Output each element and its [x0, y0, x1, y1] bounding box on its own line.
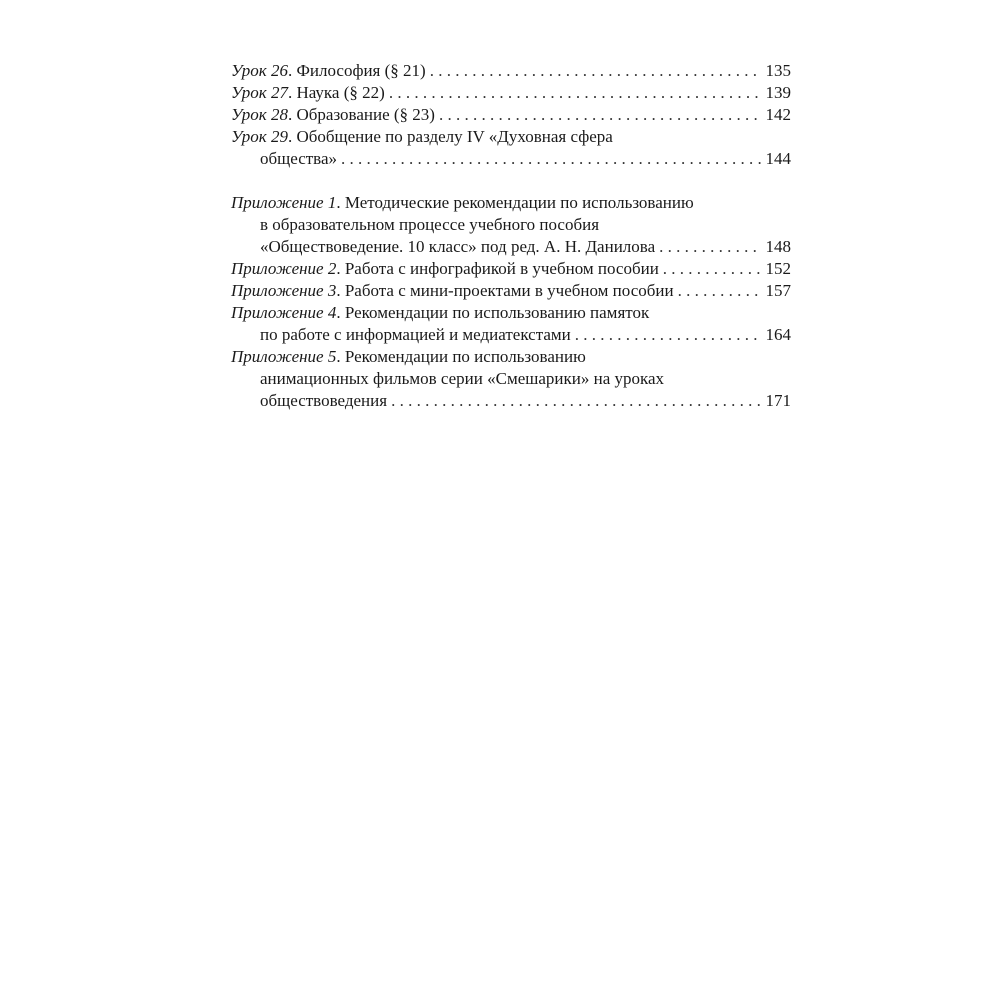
page-number: 171 [765, 391, 791, 410]
page-number: 139 [765, 83, 791, 102]
dot-leader [659, 236, 761, 258]
entry-label: Урок 28 [231, 105, 288, 124]
page-number: 142 [765, 105, 791, 124]
entry-title: Работа с мини-проектами в учебном пособии [344, 281, 674, 300]
toc-entry-appendix-1: Приложение 1 . Методические рекомендации по использованию в образовательном процессе учебного пособия «Обществоведение. 10 класс» под ред. А. Н. Данилова . . . 148 [231, 192, 791, 258]
entry-title-continued: обществоведения [260, 391, 388, 410]
dot-leader [678, 280, 762, 302]
dot-leader [341, 148, 761, 170]
toc-entry-lesson-29: Урок 29 . Обобщение по разделу IV «Духовная сфера общества» . . . 144 [231, 126, 791, 170]
toc-entry-appendix-3: Приложение 3 . Работа с мини-проектами в учебном пособии . . . 157 [231, 280, 791, 302]
entry-title-continued: «Обществоведение. 10 класс» под ред. А. Н. Данилова [260, 237, 656, 256]
toc-entry-lesson-26: Урок 26 . Философия (§ 21) . . . 135 [231, 60, 791, 82]
entry-title: Обобщение по разделу IV «Духовная сфера [296, 127, 613, 146]
toc-entry-appendix-5: Приложение 5 . Рекомендации по использованию анимационных фильмов серии «Смешарики» на уроках обществоведения . . . 171 [231, 346, 791, 412]
dot-leader [439, 104, 762, 126]
dot-leader [663, 258, 762, 280]
page-number: 144 [765, 149, 791, 168]
entry-label: Приложение 5 [231, 347, 337, 366]
entry-title: Образование (§ 23) [296, 105, 435, 124]
entry-label: Урок 29 [231, 127, 288, 146]
page-number: 152 [765, 259, 791, 278]
toc-entry-lesson-28: Урок 28 . Образование (§ 23) . . . 142 [231, 104, 791, 126]
entry-title-continued: в образовательном процессе учебного пособия [260, 215, 600, 234]
entry-label: Урок 27 [231, 83, 288, 102]
entry-label: Приложение 3 [231, 281, 337, 300]
table-of-contents [231, 60, 791, 412]
entry-label: Приложение 1 [231, 193, 337, 212]
entry-title: Рекомендации по использованию памяток [344, 303, 650, 322]
toc-entry-lesson-27: Урок 27 . Наука (§ 22) . . . 139 [231, 82, 791, 104]
dot-leader [389, 82, 762, 104]
page-number: 135 [765, 61, 791, 80]
page-number: 157 [765, 281, 791, 300]
entry-label: Урок 26 [231, 61, 288, 80]
entry-title-continued: общества» [260, 149, 338, 168]
entry-title-continued: по работе с информацией и медиатекстами [260, 325, 571, 344]
entry-label: Приложение 2 [231, 259, 337, 278]
entry-title: Методические рекомендации по использованию [344, 193, 694, 212]
entry-title: Работа с инфографикой в учебном пособии [344, 259, 659, 278]
entry-title: Рекомендации по использованию [344, 347, 586, 366]
toc-entry-appendix-4: Приложение 4 . Рекомендации по использованию памяток по работе с информацией и медиатекстами . . . 164 [231, 302, 791, 346]
dot-leader [575, 324, 762, 346]
dot-leader [391, 390, 761, 412]
entry-title: Наука (§ 22) [296, 83, 385, 102]
entry-title: Философия (§ 21) [296, 61, 426, 80]
page-number: 164 [765, 325, 791, 344]
page-number: 148 [765, 237, 791, 256]
dot-leader [430, 60, 762, 82]
toc-entry-appendix-2: Приложение 2 . Работа с инфографикой в учебном пособии . . . 152 [231, 258, 791, 280]
entry-label: Приложение 4 [231, 303, 337, 322]
entry-title-continued: анимационных фильмов серии «Смешарики» на уроках [260, 369, 665, 388]
